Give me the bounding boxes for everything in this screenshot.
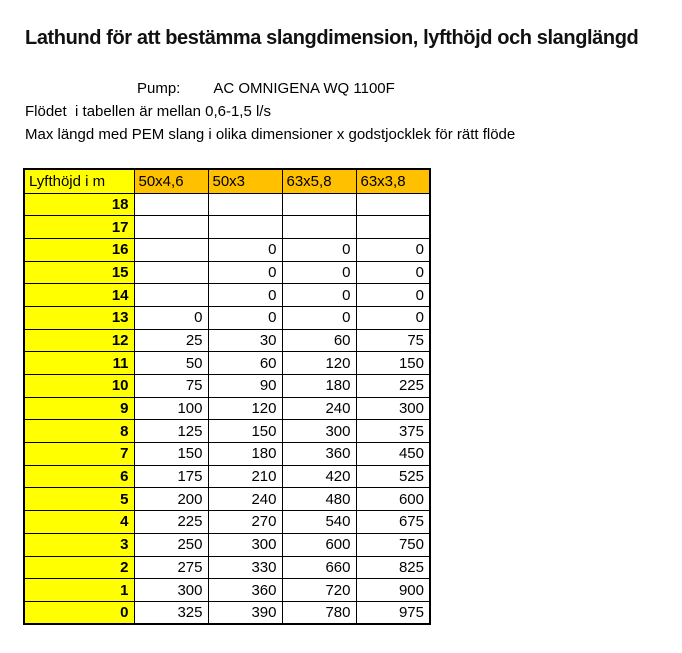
lift-height-cell: 2 [24,556,134,579]
max-length-cell: 750 [356,533,430,556]
table-row [24,420,430,443]
max-length-cell: 330 [208,556,282,579]
lift-height-cell: 14 [24,284,134,307]
pump-line [137,80,395,97]
lift-height-cell: 13 [24,306,134,329]
table-row [24,533,430,556]
max-length-cell: 300 [134,579,208,602]
max-length-cell: 225 [356,375,430,398]
max-length-cell: 600 [282,533,356,556]
table-row [24,193,430,216]
max-length-cell: 600 [356,488,430,511]
max-length-cell: 0 [356,261,430,284]
table-row [24,465,430,488]
max-length-cell: 240 [282,397,356,420]
max-length-cell: 525 [356,465,430,488]
max-length-cell: 720 [282,579,356,602]
pump-label: Pump: [137,80,181,97]
table-row [24,601,430,624]
max-length-cell: 120 [208,397,282,420]
max-length-cell: 300 [356,397,430,420]
max-length-cell [134,238,208,261]
table-row [24,579,430,602]
lift-height-cell: 7 [24,443,134,466]
lift-height-cell: 1 [24,579,134,602]
column-header-dim-63x58: 63x5,8 [282,169,356,193]
max-length-cell: 270 [208,511,282,534]
max-length-cell: 75 [134,375,208,398]
table-row [24,329,430,352]
max-length-cell: 225 [134,511,208,534]
table-row [24,352,430,375]
max-length-cell: 825 [356,556,430,579]
table-row [24,397,430,420]
max-length-cell: 375 [356,420,430,443]
table-row [24,488,430,511]
lift-height-cell: 3 [24,533,134,556]
note-flow-range: Flödet i tabellen är mellan 0,6-1,5 l/s [25,103,271,120]
max-length-cell: 90 [208,375,282,398]
table-row [24,238,430,261]
max-length-cell: 0 [356,306,430,329]
max-length-cell: 60 [208,352,282,375]
max-length-cell: 210 [208,465,282,488]
lift-height-cell: 11 [24,352,134,375]
table-body [24,193,430,624]
max-length-cell [282,216,356,239]
max-length-cell: 325 [134,601,208,624]
max-length-cell [134,216,208,239]
max-length-cell: 150 [134,443,208,466]
max-length-cell: 25 [134,329,208,352]
max-length-cell [356,193,430,216]
max-length-cell [134,284,208,307]
note-max-length: Max längd med PEM slang i olika dimensioner x godstjocklek för rätt flöde [25,126,516,143]
max-length-cell: 0 [208,306,282,329]
max-length-cell: 360 [208,579,282,602]
max-length-cell: 100 [134,397,208,420]
lift-height-cell: 15 [24,261,134,284]
table-row [24,261,430,284]
table-header-row [24,169,430,193]
max-length-cell: 0 [356,238,430,261]
max-length-cell: 125 [134,420,208,443]
max-length-cell: 300 [282,420,356,443]
max-length-cell: 0 [282,306,356,329]
max-length-cell: 450 [356,443,430,466]
max-length-cell: 0 [282,284,356,307]
page-title: Lathund för att bestämma slangdimension, lyfthöjd och slanglängd [25,27,639,49]
column-header-dim-50x46: 50x4,6 [134,169,208,193]
max-length-cell [208,193,282,216]
max-length-cell [356,216,430,239]
column-header-dim-63x38: 63x3,8 [356,169,430,193]
lift-height-cell: 0 [24,601,134,624]
table-row [24,284,430,307]
table-row [24,511,430,534]
pump-value: AC OMNIGENA WQ 1100F [213,80,395,97]
max-length-cell [134,261,208,284]
max-length-cell: 75 [356,329,430,352]
lift-height-cell: 9 [24,397,134,420]
hose-length-table [23,168,431,625]
max-length-cell [208,216,282,239]
max-length-cell: 180 [208,443,282,466]
lift-height-cell: 6 [24,465,134,488]
max-length-cell: 250 [134,533,208,556]
table-row [24,306,430,329]
max-length-cell: 540 [282,511,356,534]
lift-height-cell: 17 [24,216,134,239]
max-length-cell: 0 [356,284,430,307]
max-length-cell: 150 [208,420,282,443]
lift-height-cell: 10 [24,375,134,398]
max-length-cell: 300 [208,533,282,556]
max-length-cell: 390 [208,601,282,624]
max-length-cell: 780 [282,601,356,624]
max-length-cell: 275 [134,556,208,579]
lift-height-cell: 18 [24,193,134,216]
max-length-cell: 675 [356,511,430,534]
max-length-cell: 0 [282,261,356,284]
max-length-cell: 200 [134,488,208,511]
table-row [24,556,430,579]
max-length-cell: 0 [208,261,282,284]
max-length-cell: 0 [208,284,282,307]
column-header-dim-50x3: 50x3 [208,169,282,193]
table-row [24,375,430,398]
max-length-cell [134,193,208,216]
max-length-cell: 175 [134,465,208,488]
max-length-cell: 480 [282,488,356,511]
max-length-cell: 975 [356,601,430,624]
max-length-cell: 30 [208,329,282,352]
max-length-cell: 240 [208,488,282,511]
lift-height-cell: 16 [24,238,134,261]
max-length-cell: 120 [282,352,356,375]
max-length-cell: 900 [356,579,430,602]
max-length-cell: 0 [208,238,282,261]
max-length-cell: 660 [282,556,356,579]
max-length-cell: 360 [282,443,356,466]
max-length-cell: 420 [282,465,356,488]
max-length-cell: 50 [134,352,208,375]
max-length-cell: 180 [282,375,356,398]
max-length-cell: 0 [282,238,356,261]
table-row [24,443,430,466]
max-length-cell: 0 [134,306,208,329]
lift-height-cell: 5 [24,488,134,511]
table-row [24,216,430,239]
max-length-cell: 150 [356,352,430,375]
max-length-cell [282,193,356,216]
lift-height-cell: 12 [24,329,134,352]
lift-height-cell: 4 [24,511,134,534]
lift-height-cell: 8 [24,420,134,443]
column-header-lift-height: Lyfthöjd i m [24,169,134,193]
max-length-cell: 60 [282,329,356,352]
